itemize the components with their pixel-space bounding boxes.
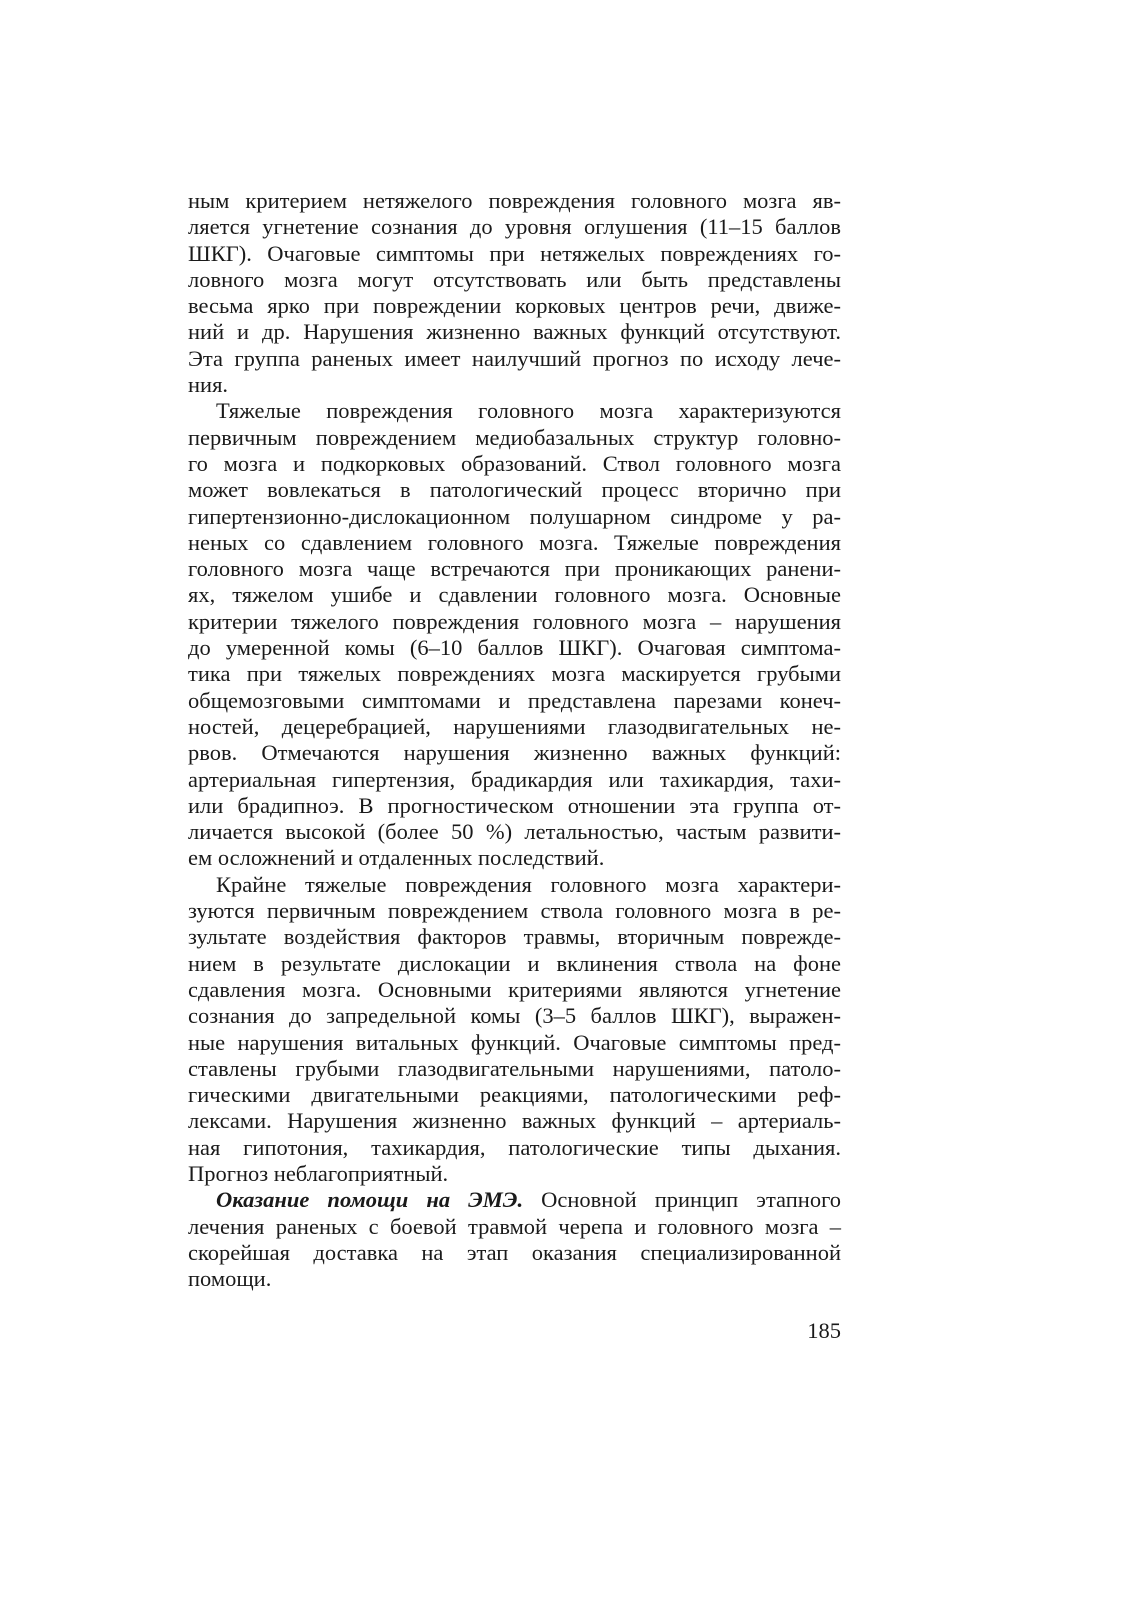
text-line-content: зультате воздействия факторов травмы, вторичным поврежде-	[188, 924, 841, 950]
text-line-content: нием в результате дислокации и вклинения ствола на фоне	[188, 950, 841, 976]
text-line-content: общемозговыми симптомами и представлена парезами конеч-	[188, 687, 841, 713]
text-line	[188, 740, 841, 766]
section-lead-in: Оказание помощи на ЭМЭ.	[216, 1187, 524, 1213]
text-line	[188, 319, 841, 345]
text-line-content: скорейшая доставка на этап оказания специализированной	[188, 1239, 841, 1265]
text-line	[188, 845, 841, 871]
text-line-content: Основной принцип этапного	[523, 1187, 841, 1213]
text-line	[188, 872, 841, 898]
text-line	[188, 661, 841, 687]
text-line-content: неных со сдавлением головного мозга. Тяжелые повреждения	[188, 529, 841, 555]
text-line	[188, 372, 841, 398]
text-line-content: лексами. Нарушения жизненно важных функций – артериаль-	[188, 1108, 841, 1134]
text-line-content: го мозга и подкорковых образований. Ствол головного мозга	[188, 450, 841, 476]
text-line-content: ем осложнений и отдаленных последствий.	[188, 845, 605, 871]
text-line-content: Крайне тяжелые повреждения головного мозга характери-	[216, 871, 841, 897]
text-line	[188, 582, 841, 608]
text-line-content: Прогноз неблагоприятный.	[188, 1160, 449, 1186]
text-line-content: ные нарушения витальных функций. Очаговые симптомы пред-	[188, 1029, 841, 1055]
text-line	[188, 609, 841, 635]
text-line-content: сознания до запредельной комы (3–5 баллов ШКГ), выражен-	[188, 1003, 841, 1029]
text-line-content: Тяжелые повреждения головного мозга характеризуются	[216, 398, 841, 424]
text-line-content: до умеренной комы (6–10 баллов ШКГ). Очаговая симптома-	[188, 635, 841, 661]
text-line-content: ях, тяжелом ушибе и сдавлении головного мозга. Основные	[188, 582, 841, 608]
text-line-content: помощи.	[188, 1266, 272, 1292]
text-line-content: головного мозга чаще встречаются при проникающих ранени-	[188, 556, 841, 582]
text-line	[188, 1003, 841, 1029]
text-line-content: ШКГ). Очаговые симптомы при нетяжелых повреждениях го-	[188, 240, 841, 266]
text-line	[188, 504, 841, 530]
text-line	[188, 214, 841, 240]
text-line-content: личается высокой (более 50 %) летальностью, частым развити-	[188, 819, 841, 845]
text-line-content: ния.	[188, 372, 229, 398]
text-line	[188, 1030, 841, 1056]
text-line-content: гипертензионно-дислокационном полушарном синдроме у ра-	[188, 503, 841, 529]
text-line	[188, 977, 841, 1003]
text-line-content: первичным повреждением медиобазальных структур головно-	[188, 424, 841, 450]
text-line	[188, 556, 841, 582]
body-text	[188, 188, 841, 1292]
text-line-content: или брадипноэ. В прогностическом отношении эта группа от-	[188, 792, 841, 818]
text-line	[188, 346, 841, 372]
text-line	[188, 477, 841, 503]
text-line	[188, 1056, 841, 1082]
text-line-content: зуются первичным повреждением ствола головного мозга в ре-	[188, 898, 841, 924]
text-line	[188, 451, 841, 477]
text-line	[188, 714, 841, 740]
text-line-content: ным критерием нетяжелого повреждения головного мозга яв-	[188, 188, 841, 213]
text-line-content: артериальная гипертензия, брадикардия или тахикардия, тахи-	[188, 766, 841, 792]
text-line-content: Эта группа раненых имеет наилучший прогноз по исходу лече-	[188, 345, 841, 371]
text-line-content: ная гипотония, тахикардия, патологические типы дыхания.	[188, 1134, 841, 1160]
text-line	[188, 688, 841, 714]
text-line	[188, 188, 841, 214]
text-line	[188, 241, 841, 267]
text-line	[188, 1214, 841, 1240]
text-line	[188, 1161, 841, 1187]
text-line-content: ловного мозга могут отсутствовать или быть представлены	[188, 266, 841, 292]
text-line	[188, 1187, 841, 1213]
text-line	[188, 1135, 841, 1161]
text-line	[188, 1108, 841, 1134]
text-line	[188, 425, 841, 451]
text-line-content: критерии тяжелого повреждения головного мозга – нарушения	[188, 608, 841, 634]
text-line-content: тика при тяжелых повреждениях мозга маскируется грубыми	[188, 661, 841, 687]
text-line-content: ний и др. Нарушения жизненно важных функций отсутствуют.	[188, 319, 841, 345]
text-line	[188, 1240, 841, 1266]
text-line	[188, 530, 841, 556]
page-number: 185	[807, 1318, 841, 1343]
text-line	[188, 898, 841, 924]
text-line	[188, 293, 841, 319]
text-line-content: ставлены грубыми глазодвигательными нарушениями, патоло-	[188, 1055, 841, 1081]
text-line	[188, 793, 841, 819]
text-line	[188, 819, 841, 845]
text-line-content: ностей, децеребрацией, нарушениями глазодвигательных не-	[188, 713, 841, 739]
text-line-content: сдавления мозга. Основными критериями являются угнетение	[188, 976, 841, 1002]
text-line	[188, 767, 841, 793]
text-line	[188, 1082, 841, 1108]
text-line	[188, 398, 841, 424]
text-line-content: рвов. Отмечаются нарушения жизненно важных функций:	[188, 740, 841, 766]
text-line	[188, 267, 841, 293]
text-line	[188, 951, 841, 977]
text-line-content: ляется угнетение сознания до уровня оглушения (11–15 баллов	[188, 214, 841, 240]
text-line-content: гическими двигательными реакциями, патологическими реф-	[188, 1082, 841, 1108]
text-line-content: лечения раненых с боевой травмой черепа и головного мозга –	[188, 1213, 841, 1239]
text-line	[188, 924, 841, 950]
text-line-content: может вовлекаться в патологический процесс вторично при	[188, 477, 841, 503]
text-line	[188, 1266, 841, 1292]
text-line-content: весьма ярко при повреждении корковых центров речи, движе-	[188, 293, 841, 319]
text-line	[188, 635, 841, 661]
